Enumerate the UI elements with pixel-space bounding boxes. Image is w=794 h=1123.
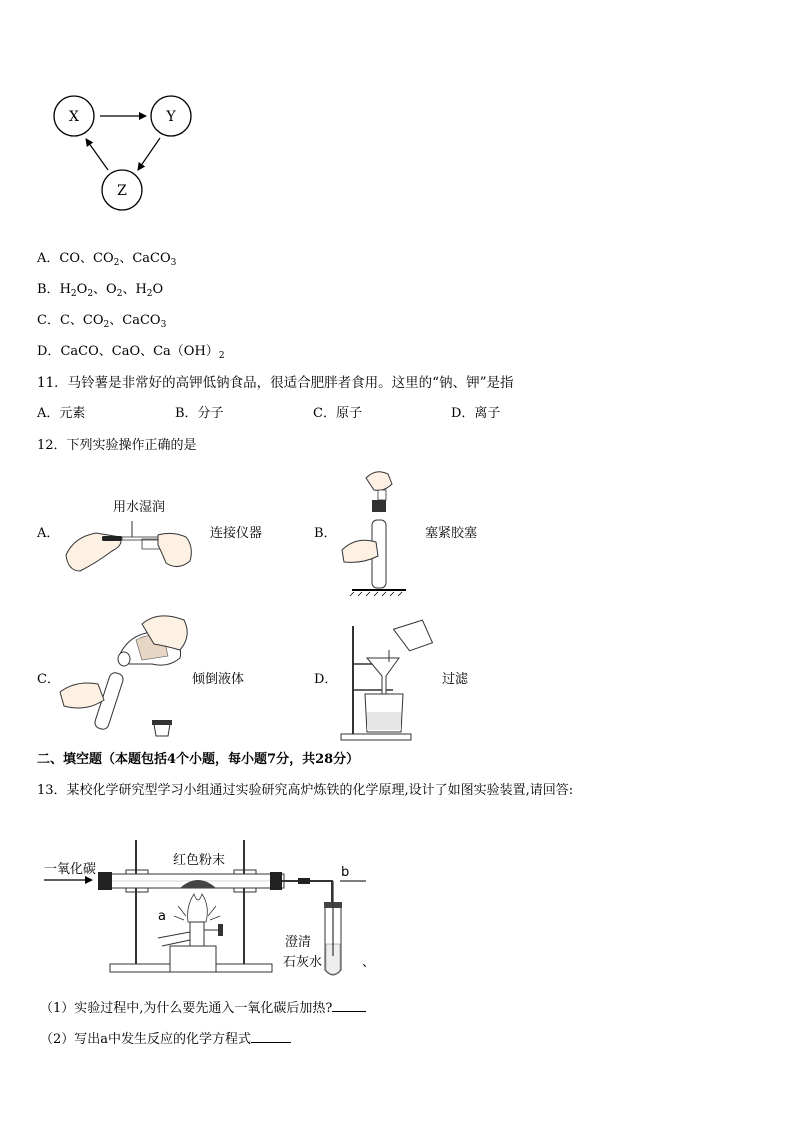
q10-option-d: D．CaCO、CaO、$Ca(OH)_2$ xyxy=(37,344,225,361)
q12-a-label: A． xyxy=(37,526,60,541)
answer-blank-2[interactable] xyxy=(251,1031,291,1043)
q11-option-b: B．分子 xyxy=(175,406,224,421)
marker-a-label: a xyxy=(158,909,166,924)
node-y-label: Y xyxy=(166,109,176,125)
limewater-label-1: 澄清 xyxy=(285,935,312,950)
q11-option-a: A．元素 xyxy=(37,406,86,421)
node-x-label: X xyxy=(69,109,79,125)
q12-d-caption: 过滤 xyxy=(442,672,469,687)
q10-option-b: B．$H_2O_2$、$O_2$、$H_2O$ xyxy=(37,282,164,299)
cycle-diagram xyxy=(50,92,200,217)
section-2-title: 二、填空题（本题包括4个小题，每小题7分，共28分） xyxy=(37,752,360,767)
q11-option-d: D．离子 xyxy=(451,406,501,421)
q12-a-caption: 连接仪器 xyxy=(210,526,263,541)
node-z-label: Z xyxy=(117,183,127,199)
q12-b-caption: 塞紧胶塞 xyxy=(425,526,478,541)
marker-b-label: b xyxy=(341,865,350,880)
insert-stopper-illustration xyxy=(336,468,426,594)
q12-a-note: 用水湿润 xyxy=(113,500,166,515)
q13-sub-1: （1）实验过程中,为什么要先通入一氧化碳后加热? xyxy=(40,1000,366,1017)
q12-stem: 12．下列实验操作正确的是 xyxy=(37,438,197,453)
q11-stem: 11．马铃薯是非常好的高钾低钠食品，很适合肥胖者食用。这里的“钠、钾”是指 xyxy=(37,375,514,391)
arrow-y-z xyxy=(138,138,160,170)
arrow-z-x xyxy=(86,139,108,170)
pour-liquid-illustration xyxy=(58,606,198,744)
q12-d-label: D． xyxy=(314,672,338,687)
connect-apparatus-illustration xyxy=(62,515,202,577)
q12-c-label: C． xyxy=(37,672,60,687)
q10-option-a: A．CO、$CO_2$、CaCO$_3$ xyxy=(37,251,177,268)
limewater-label-2: 石灰水 xyxy=(283,955,323,970)
q12-c-caption: 倾倒液体 xyxy=(192,672,245,687)
q13-stem: 13．某校化学研究型学习小组通过实验研究高炉炼铁的化学原理,设计了如图实验装置,请回答: xyxy=(37,783,574,798)
blast-furnace-apparatus xyxy=(40,836,370,981)
powder-label: 红色粉末 xyxy=(173,853,226,868)
trailing-comma: 、 xyxy=(362,955,376,970)
q12-b-label: B． xyxy=(314,526,337,541)
answer-blank-1[interactable] xyxy=(332,1000,366,1012)
filtration-illustration xyxy=(337,620,437,744)
q13-sub-2: （2）写出a中发生反应的化学方程式 xyxy=(40,1031,291,1048)
co-label: 一氧化碳 xyxy=(44,862,97,877)
q11-option-c: C．原子 xyxy=(313,406,362,421)
q10-option-c: C．C、$CO_2$、CaCO$_3$ xyxy=(37,313,167,330)
